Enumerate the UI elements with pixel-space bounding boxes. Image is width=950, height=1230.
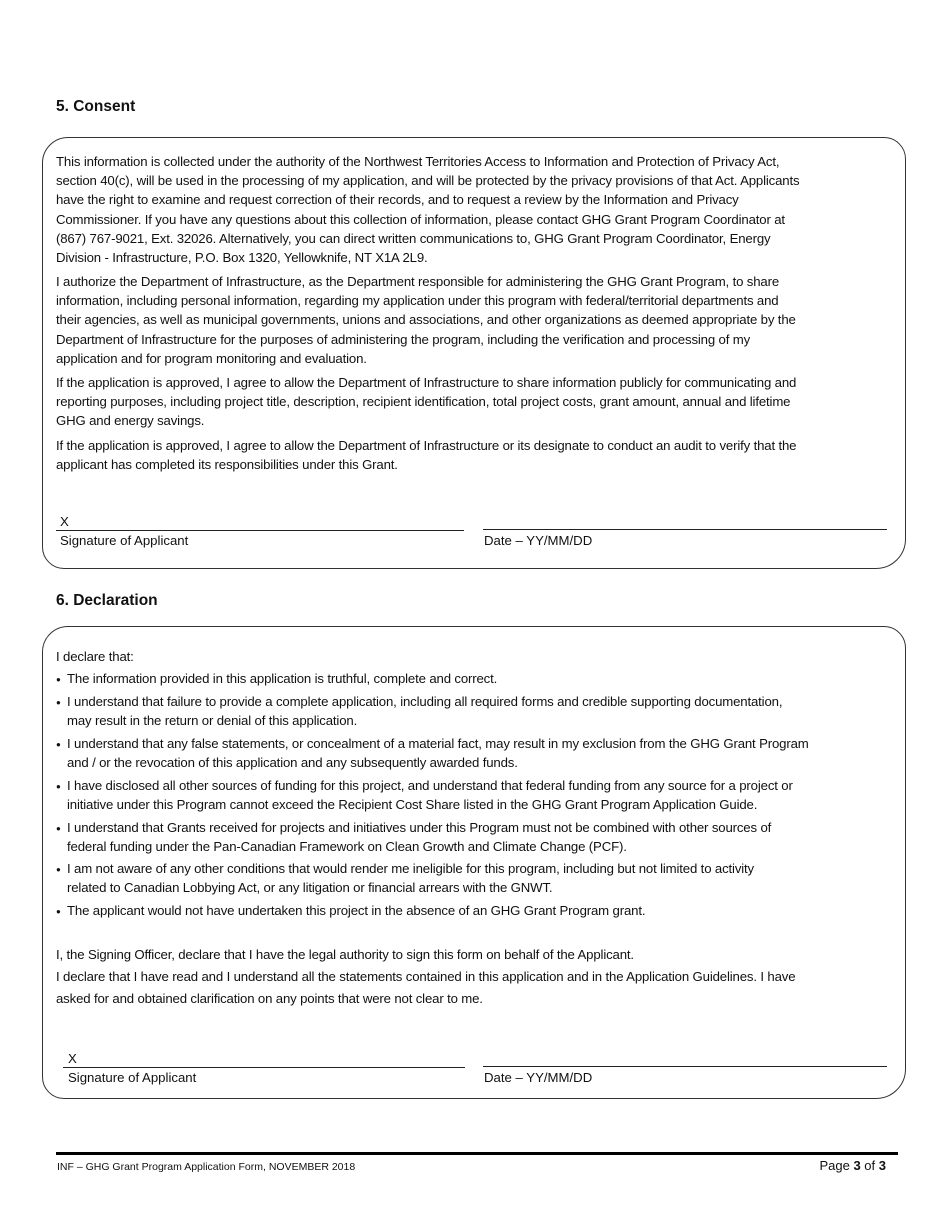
declaration-item-line: The information provided in this application is truthful, complete and correct. xyxy=(67,671,498,686)
declaration-item-line: federal funding under the Pan-Canadian Framework on Clean Growth and Climate Change (PCF). xyxy=(67,839,627,855)
declaration-date-line[interactable] xyxy=(483,1066,887,1067)
consent-paragraph-line: their agencies, as well as municipal governments, unions and associations, and other organizations as deemed appropriate by the xyxy=(56,312,796,328)
consent-paragraph-line: I authorize the Department of Infrastructure, as the Department responsible for administering the GHG Grant Program, to share xyxy=(56,274,780,289)
consent-signature-x: X xyxy=(60,514,69,529)
consent-paragraph-line: (867) 767-9021, Ext. 32026. Alternatively, you can direct written communications to, GHG Grant Program Coordinator, Energy xyxy=(56,230,771,246)
consent-signature-line[interactable] xyxy=(56,530,464,531)
bullet-icon: ● xyxy=(56,907,61,916)
declaration-intro: I declare that: xyxy=(56,649,134,664)
declaration-item-line: I understand that failure to provide a complete application, including all required forms and credible supporting documentation, xyxy=(67,694,783,709)
bullet-icon: ● xyxy=(56,740,61,749)
bullet-icon: ● xyxy=(56,782,61,791)
declaration-item-line: I am not aware of any other conditions that would render me ineligible for this program, including but not limited to activity xyxy=(67,861,754,876)
declaration-item-line: initiative under this Program cannot exceed the Recipient Cost Share listed in the GHG Grant Program Application Guide. xyxy=(67,797,758,813)
bullet-icon: ● xyxy=(56,698,61,707)
bullet-icon: ● xyxy=(56,675,61,684)
declaration-heading: 6. Declaration xyxy=(56,592,158,609)
consent-paragraph-line: section 40(c), will be used in the processing of my application, and will be protected by the privacy provisions of that Act. Applicants xyxy=(56,173,800,189)
consent-date-line[interactable] xyxy=(483,529,887,530)
consent-date-label: Date – YY/MM/DD xyxy=(484,533,593,548)
declaration-date-label: Date – YY/MM/DD xyxy=(484,1070,593,1085)
declaration-item-line: I understand that Grants received for projects and initiatives under this Program must not be combined with other sources of xyxy=(67,820,772,835)
page-of: of xyxy=(860,1158,879,1173)
consent-paragraph-line: If the application is approved, I agree to allow the Department of Infrastructure to share information publicly for communicating and xyxy=(56,375,797,390)
declaration-item-line: I have disclosed all other sources of funding for this project, and understand that federal funding from any source for a project or xyxy=(67,778,793,793)
declaration-item-line: I understand that any false statements, or concealment of a material fact, may result in my exclusion from the GHG Grant Program xyxy=(67,736,809,751)
consent-paragraph-line: GHG and energy savings. xyxy=(56,413,205,429)
footer-rule xyxy=(56,1152,898,1155)
consent-paragraph-line: Commissioner. If you have any questions about this collection of information, please contact GHG Grant Program Coordinator at xyxy=(56,211,785,227)
consent-paragraph-line: information, including personal information, regarding my application under this program with federal/territorial departments and xyxy=(56,293,779,309)
consent-heading: 5. Consent xyxy=(56,98,136,115)
declaration-signature-x: X xyxy=(68,1051,77,1066)
bullet-icon: ● xyxy=(56,865,61,874)
consent-paragraph-line: applicant has completed its responsibilities under this Grant. xyxy=(56,457,398,473)
consent-paragraph-line: reporting purposes, including project title, description, recipient identification, total project costs, grant amount, annual and lifetime xyxy=(56,394,791,410)
declaration-closing-line: asked for and obtained clarification on any points that were not clear to me. xyxy=(56,991,483,1006)
declaration-signature-label: Signature of Applicant xyxy=(68,1070,197,1085)
bullet-icon: ● xyxy=(56,824,61,833)
consent-paragraph-line: If the application is approved, I agree to allow the Department of Infrastructure or its designate to conduct an audit to verify that the xyxy=(56,438,797,453)
declaration-closing-line: I, the Signing Officer, declare that I have the legal authority to sign this form on behalf of the Applicant. xyxy=(56,947,634,962)
consent-paragraph-line: Department of Infrastructure for the purposes of administering the program, including the verification and processing of my xyxy=(56,331,751,347)
page-total: 3 xyxy=(878,1158,886,1173)
consent-paragraph-line: have the right to examine and request correction of their records, and to request a review by the Information and Privacy xyxy=(56,192,739,208)
consent-paragraph-line: application and for program monitoring and evaluation. xyxy=(56,350,367,366)
consent-signature-label: Signature of Applicant xyxy=(60,533,189,548)
declaration-item-line: and / or the revocation of this application and any subsequently awarded funds. xyxy=(67,755,518,771)
page-prefix: Page xyxy=(819,1158,854,1173)
declaration-signature-line[interactable] xyxy=(63,1067,465,1068)
declaration-item-line: may result in the return or denial of this application. xyxy=(67,713,358,729)
page-current: 3 xyxy=(853,1158,861,1173)
declaration-item-line: The applicant would not have undertaken this project in the absence of an GHG Grant Program grant. xyxy=(67,903,646,918)
consent-paragraph-line: This information is collected under the authority of the Northwest Territories Access to Information and Protection of Privacy Act, xyxy=(56,154,780,169)
page-number xyxy=(819,1158,886,1173)
declaration-item-line: related to Canadian Lobbying Act, or any litigation or financial arrears with the GNWT. xyxy=(67,880,553,896)
footer-form-name: INF – GHG Grant Program Application Form, NOVEMBER 2018 xyxy=(57,1161,356,1173)
consent-paragraph-line: Division - Infrastructure, P.O. Box 1320, Yellowknife, NT X1A 2L9. xyxy=(56,250,428,265)
declaration-closing-line: I declare that I have read and I understand all the statements contained in this application and in the Application Guidelines. I have xyxy=(56,969,796,984)
